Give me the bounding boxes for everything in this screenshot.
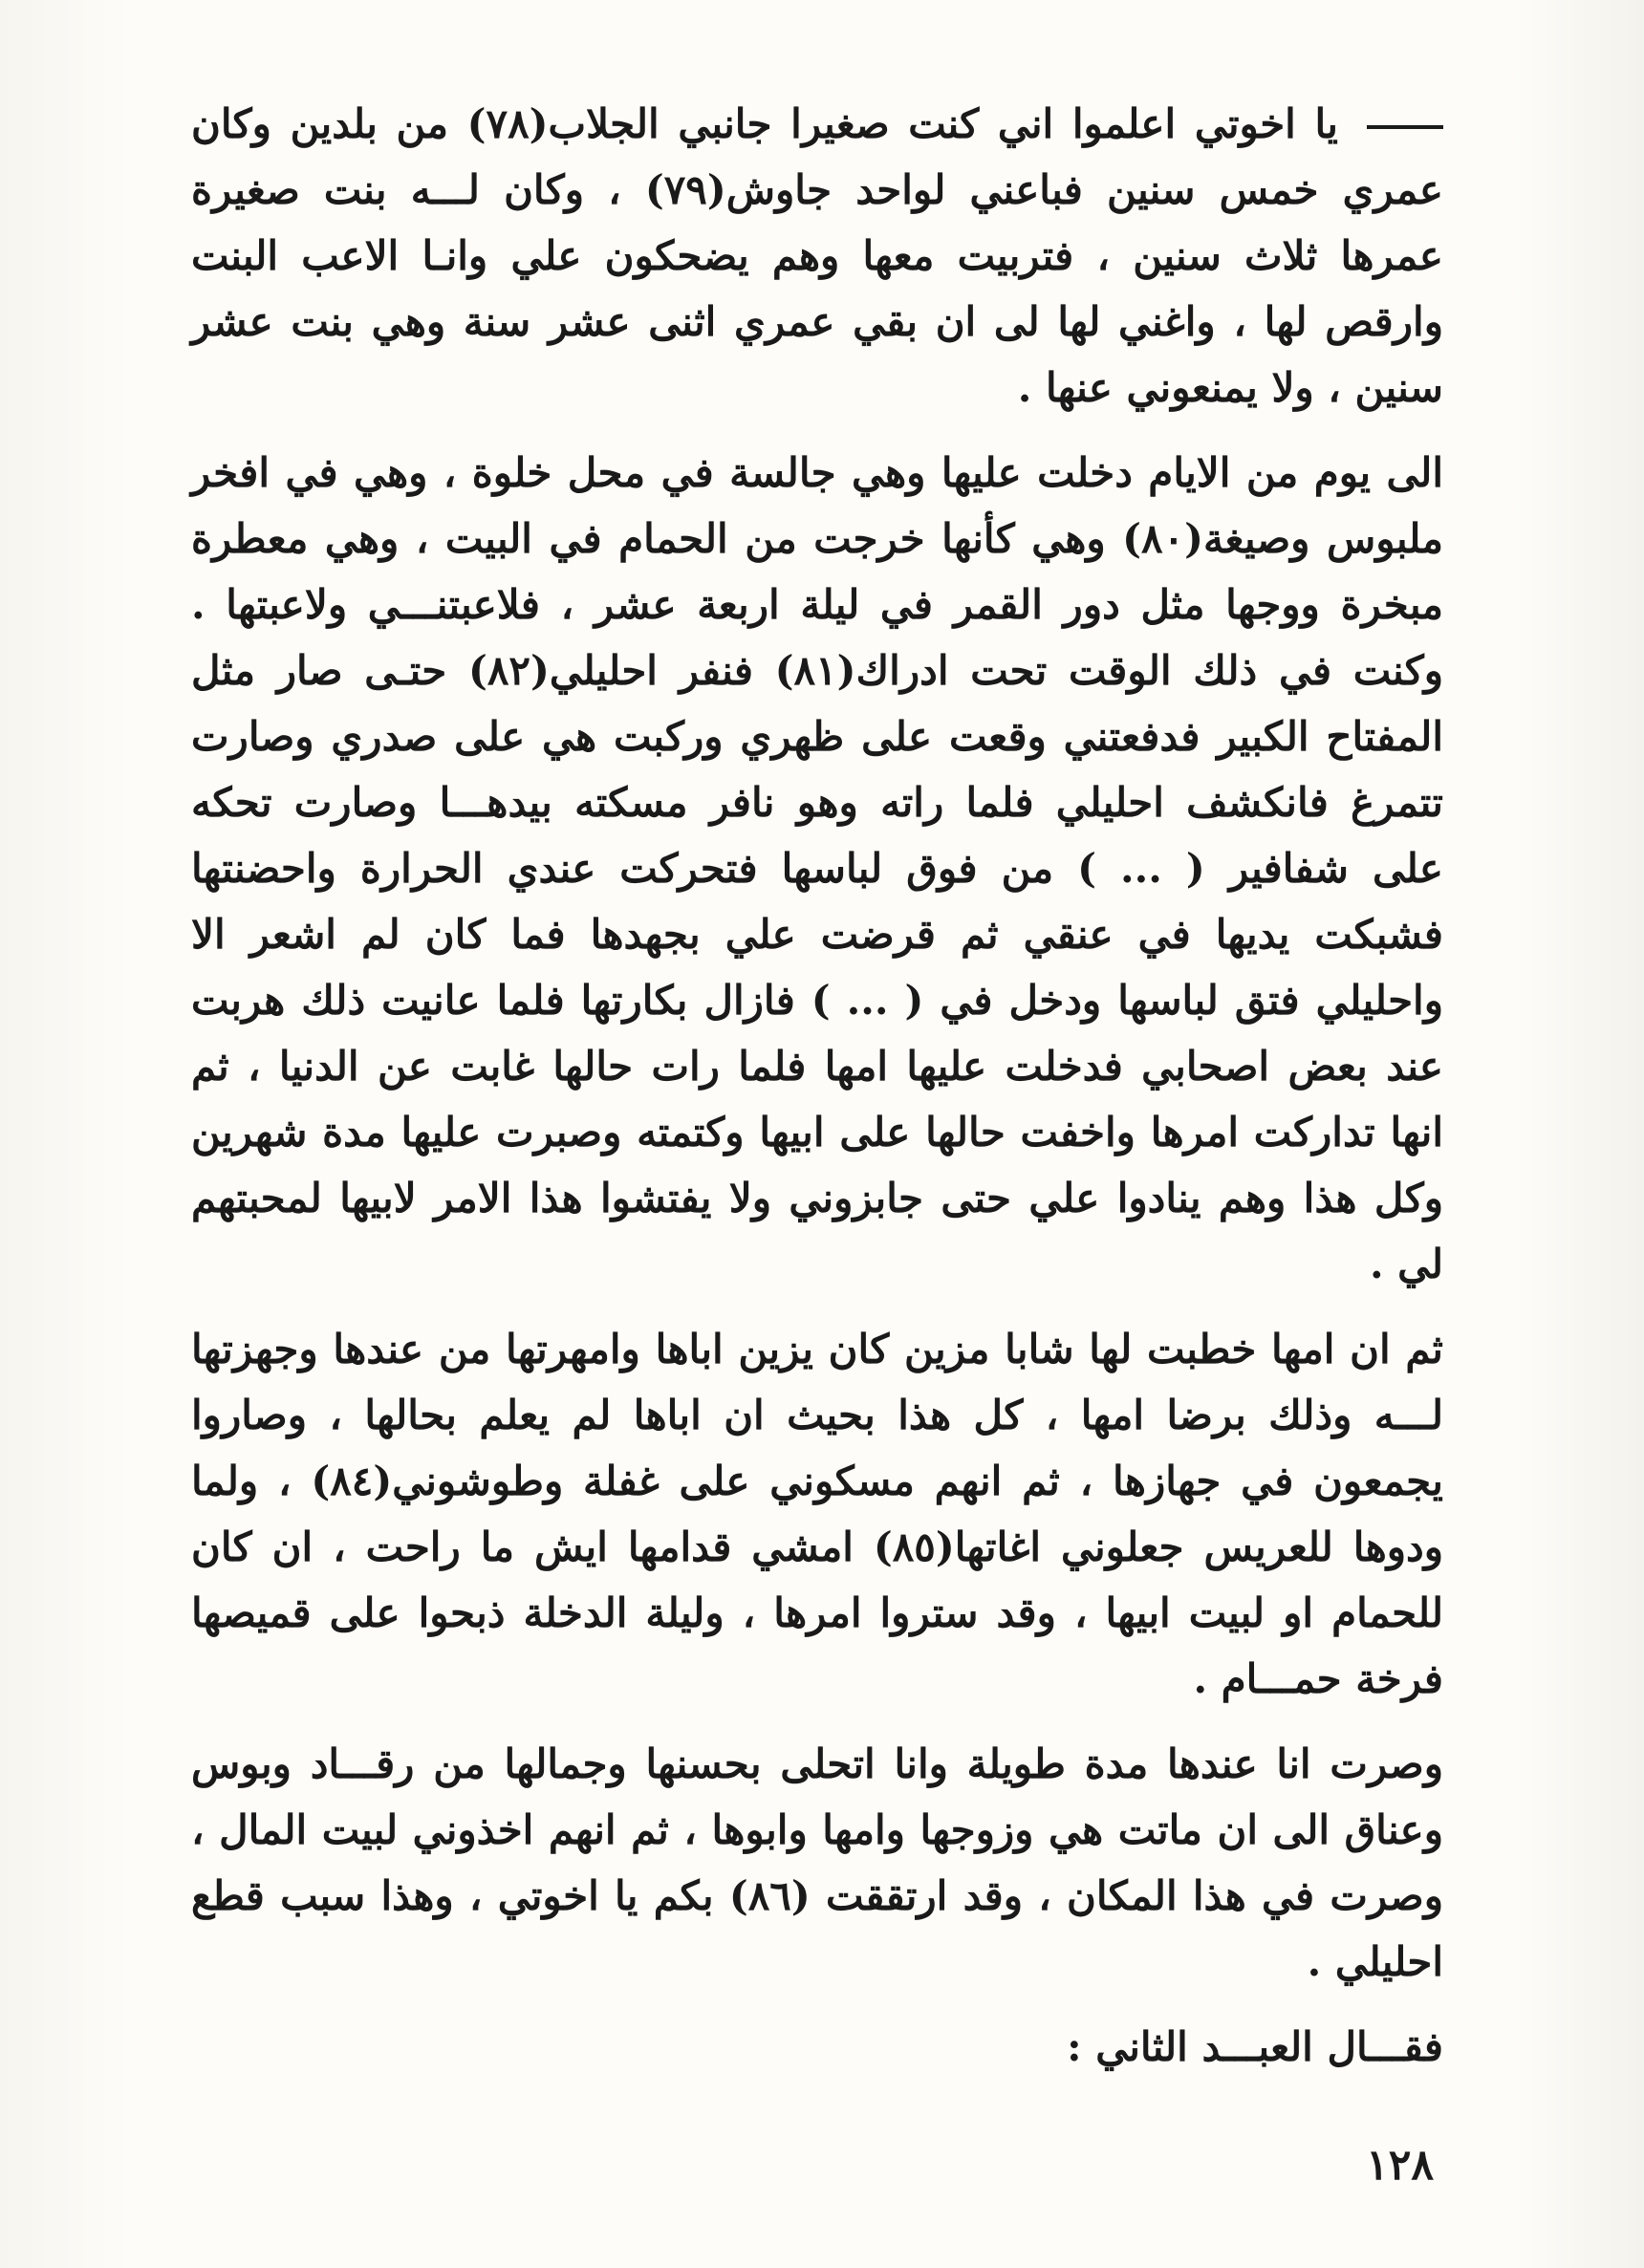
paragraph-3: ثم ان امها خطبت لها شابا مزين كان يزين اباها وامهرتها من عندها وجهزتها لـــه وذلك برضا امها ، كل هذا بحيث ان اباها لم يعلم بحالها ، وصاروا يجمعون في جهازها ، ثم انهم مسكوني على غفلة وطوشوني(٨٤) ، ولما ودوها للعريس جعلوني اغاتها(٨٥) امشي قدامها ايش ما راحت ، ان كان للحمام او لبيت ابيها ، وقد ستروا امرها ، وليلة الدخلة ذبحوا على قميصها فرخة حمـــام . xyxy=(191,1326,1444,1702)
closing-line: فقـــال العبـــد الثاني : xyxy=(1067,2023,1443,2070)
paragraph-4: وصرت انا عندها مدة طويلة وانا اتحلى بحسنها وجمالها من رقـــاد وبوس وعناق الى ان ماتت هي وزوجها وامها وابوها ، ثم انهم اخذوني لبيت المال ، وصرت في هذا المكان ، وقد ارتققت (٨٦) بكم يا اخوتي ، وهذا سبب قطع احليلي . xyxy=(191,1740,1444,1985)
body-text xyxy=(191,91,1443,2099)
paragraph-2: الى يوم من الايام دخلت عليها وهي جالسة في محل خلوة ، وهي في افخر ملبوس وصيغة(٨٠) وهي كأنها خرجت من الحمام في البيت ، وهي معطرة مبخرة ووجها مثل دور القمر في ليلة اربعة عشر ، فلاعبتنـــي ولاعبتها . وكنت في ذلك الوقت تحت ادراك(٨١) فنفر احليلي(٨٢) حتـى صار مثل المفتاح الكبير فدفعتني وقعت على ظهري وركبت هي على صدري وصارت تتمرغ فانكشف احليلي فلما راته وهو نافر مسكته بيدهـــا وصارت تحكه على شفافير ( ... ) من فوق لباسها فتحركت عندي الحرارة واحضنتها فشبكت يديها في عنقي ثم قرضت علي بجهدها فما كان لم اشعر الا واحليلي فتق لباسها ودخل في ( ... ) فازال بكارتها فلما عانيت ذلك هربت عند بعض اصحابي فدخلت عليها امها فلما رات حالها غابت عن الدنيا ، ثم انها تداركت امرها واخفت حالها على ابيها وكتمته وصبرت عليها مدة شهرين وكل هذا وهم ينادوا علي حتى جابزوني ولا يفتشوا هذا الامر لابيها لمحبتهم لي . xyxy=(191,449,1444,1287)
paragraph-1-text: يا اخوتي اعلموا اني كنت صغيرا جانبي الجلاب(٧٨) من بلدين وكان عمري خمس سنين فباعني لواحد جاوش(٧٩) ، وكان لـــه بنت صغيرة عمرها ثلاث سنين ، فتربيت معها وهم يضحكون علي وانـا الاعب البنت وارقص لها ، واغني لها لى ان بقي عمري اثنى عشر سنة وهي بنت عشر سنين ، ولا يمنعوني عنها . xyxy=(191,100,1443,411)
dialogue-dash xyxy=(1367,125,1443,129)
page-number: ١٢٨ xyxy=(1366,2141,1434,2190)
paragraph-1 xyxy=(191,91,1443,421)
